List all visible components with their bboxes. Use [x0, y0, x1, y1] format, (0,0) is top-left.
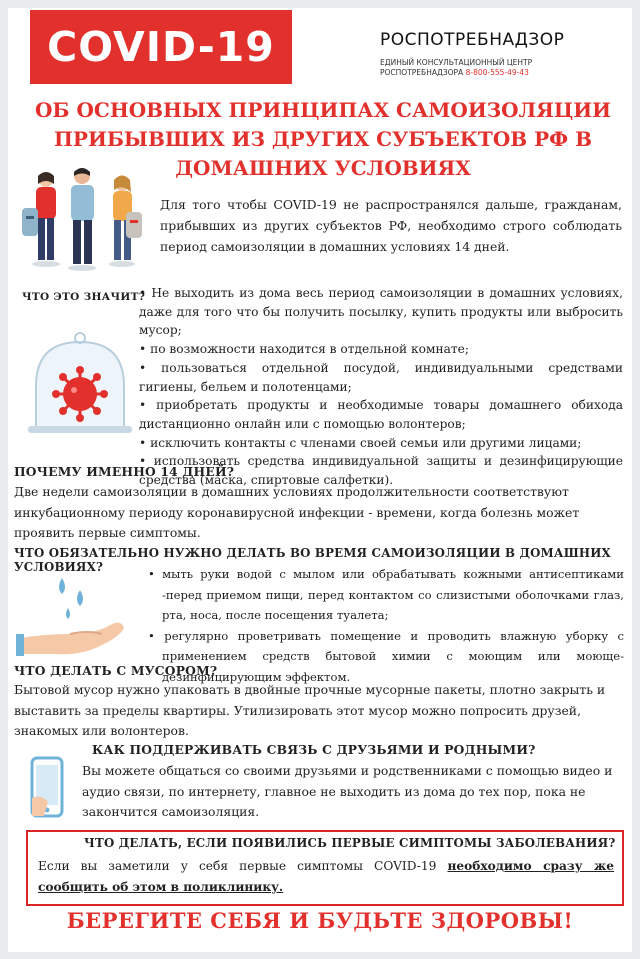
- title-line3: ДОМАШНИХ УСЛОВИЯХ: [175, 156, 471, 180]
- footer-slogan: БЕРЕГИТЕ СЕБЯ И БУДЬТЕ ЗДОРОВЫ!: [66, 908, 574, 933]
- list-item: • исключить контакты с членами своей семьи или другими лицами;: [139, 434, 623, 453]
- title-line2: ПРИБЫВШИХ ИЗ ДРУГИХ СУБЪЕКТОВ РФ В: [54, 127, 592, 151]
- covid-badge: [30, 10, 292, 84]
- symptoms-box: [26, 830, 624, 906]
- symptoms-lead: Если вы заметили у себя первые симптомы COVID-19: [38, 859, 437, 873]
- list-item: • регулярно проветривать помещение и проводить влажную уборку с применением средств бытовой химии с моющим или моюще-дезинфицирующим эффектом.: [148, 626, 624, 688]
- covid-badge-text: COVID-19: [47, 23, 275, 71]
- org-block: [380, 30, 564, 78]
- trash-text: Бытовой мусор нужно упаковать в двойные прочные мусорные пакеты, плотно закрыть и выставить за пределы квартиры. Утилизировать этот мусор можно попросить друзей, знакомых или волонтеров.: [14, 682, 606, 738]
- list-item: • мыть руки водой с мылом или обрабатывать кожными антисептиками -перед приемом пищи, перед контактом со слизистыми оболочками глаз, рта, носа, после посещения туалета;: [148, 564, 624, 626]
- contact-heading: КАК ПОДДЕРЖИВАТЬ СВЯЗЬ С ДРУЗЬЯМИ И РОДНЫМИ?: [92, 742, 536, 757]
- symptoms-text: [38, 856, 614, 898]
- list-item: • приобретать продукты и необходимые товары домашнего обихода дистанционно онлайн или с помощью волонтеров;: [139, 396, 623, 433]
- trash-heading: ЧТО ДЕЛАТЬ С МУСОРОМ?: [14, 663, 218, 678]
- org-line1: ЕДИНЫЙ КОНСУЛЬТАЦИОННЫЙ ЦЕНТР: [380, 58, 533, 67]
- org-subtitle: [380, 58, 564, 78]
- contact-text: Вы можете общаться со своими друзьями и родственниками с помощью видео и аудио связи, по интернету, главное не выходить из дома до тех пор, пока не закончится самоизоляция.: [82, 763, 613, 819]
- symptoms-emphasis: необходимо сразу же сообщить об этом в поликлинику.: [38, 859, 615, 894]
- org-name: РОСПОТРЕБНАДЗОР: [380, 30, 565, 50]
- why14-heading: ПОЧЕМУ ИМЕННО 14 ДНЕЙ?: [14, 464, 235, 479]
- hand-wash-icon: [16, 568, 134, 662]
- org-line2: РОСПОТРЕБНАДЗОРА: [380, 68, 464, 77]
- title-line1: ОБ ОСНОВНЫХ ПРИНЦИПАХ САМОИЗОЛЯЦИИ: [35, 98, 611, 122]
- virus-dome-icon: [26, 328, 134, 440]
- meaning-label: ЧТО ЭТО ЗНАЧИТ?: [22, 291, 146, 303]
- list-item: • использовать средства индивидуальной защиты и дезинфицирующие средства (маска, спиртовые салфетки).: [139, 452, 623, 489]
- must-do-heading: ЧТО ОБЯЗАТЕЛЬНО НУЖНО ДЕЛАТЬ ВО ВРЕМЯ САМОИЗОЛЯЦИИ В ДОМАШНИХ УСЛОВИЯХ?: [14, 546, 611, 574]
- list-item: • Не выходить из дома весь период самоизоляции в домашних условиях, даже для того что бы получить посылку, купить продукты или выбросить мусор;: [139, 284, 623, 340]
- list-item: • по возможности находится в отдельной комнате;: [139, 340, 623, 359]
- phone-icon: [30, 756, 64, 818]
- why14-text: Две недели самоизоляции в домашних условиях продолжительности соответствуют инкубационному периоду коронавирусной инфекции - времени, когда болезнь может проявить первые симптомы.: [14, 484, 580, 540]
- meaning-list: [139, 284, 623, 490]
- org-phone: 8-800-555-49-43: [465, 68, 529, 77]
- symptoms-heading: ЧТО ДЕЛАТЬ, ЕСЛИ ПОЯВИЛИСЬ ПЕРВЫЕ СИМПТОМЫ ЗАБОЛЕВАНИЯ?: [84, 836, 616, 850]
- travelers-illustration: [16, 168, 146, 280]
- must-do-list: [148, 564, 624, 688]
- list-item: • пользоваться отдельной посудой, индивидуальными средствами гигиены, бельем и полотенцами;: [139, 359, 623, 396]
- intro-paragraph: Для того чтобы COVID-19 не распространялся дальше, гражданам, прибывших из других субъектов РФ, необходимо строго соблюдать период самоизоляции в домашних условиях 14 дней.: [160, 197, 622, 254]
- poster: [8, 8, 632, 952]
